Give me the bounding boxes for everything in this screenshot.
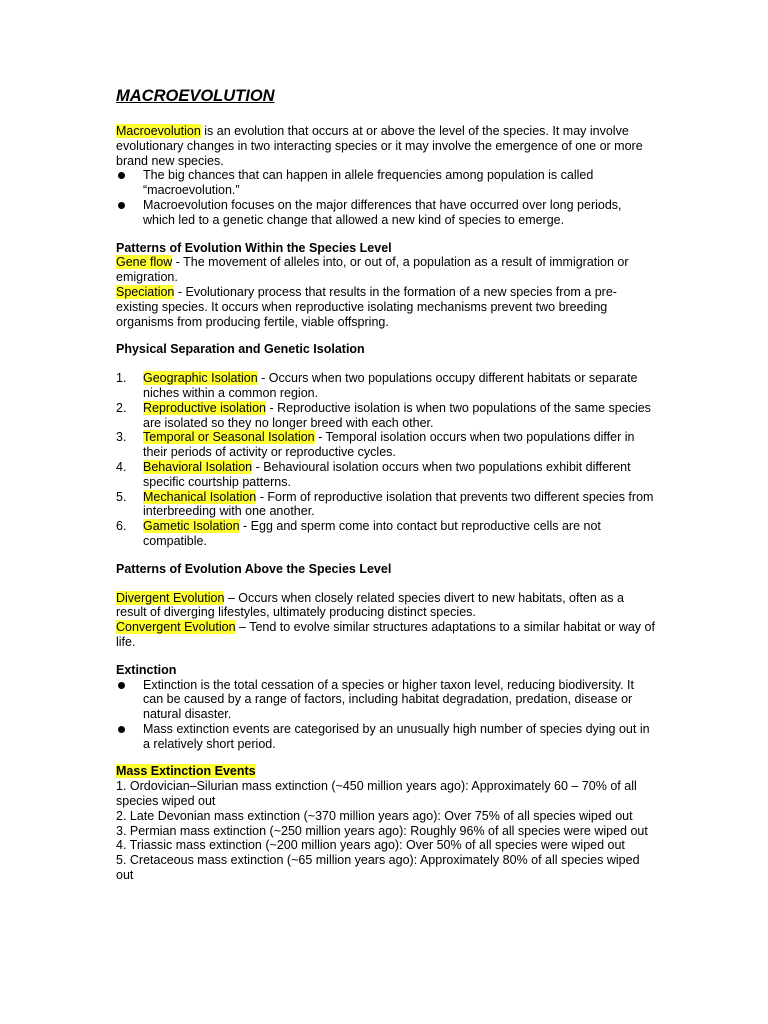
list-number: 4. [116,459,127,474]
bullet-text: Extinction is the total cessation of a species or higher taxon level, reducing biodiversity. It can be caused by a range of factors, including habitat degradation, predation, disease or natural disaster. [143,677,634,722]
bullet-icon [118,202,125,209]
definition-speciation [116,285,656,329]
item-text: - Occurs when two populations occupy different habitats or separate niches within a common region. [143,371,638,400]
highlighted-term: Speciation [116,284,175,299]
section-heading-above-species: Patterns of Evolution Above the Species Level [116,561,392,576]
list-item [116,490,656,520]
mass-extinction-item: 4. Triassic mass extinction (~200 million years ago): Over 50% of all species were wiped out [116,838,625,853]
definition-gene-flow [116,255,656,285]
list-number: 1. [116,371,127,386]
highlighted-term: Reproductive isolation [143,400,266,415]
item-text: - Form of reproductive isolation that prevents two different species from interbreeding with one another. [143,489,654,519]
intro-text: is an evolution that occurs at or above the level of the species. It may involve evolutionary changes in two interacting species or it may involve the emergence of one or more brand new species. [116,124,643,168]
section-heading-isolation: Physical Separation and Genetic Isolation [116,342,365,357]
definition-convergent [116,620,656,650]
highlighted-term: Mechanical Isolation [143,489,257,504]
extinction-bullet-list [116,678,656,752]
isolation-list [116,371,656,549]
highlighted-heading: Mass Extinction Events [116,764,256,779]
bullet-icon [118,726,125,733]
highlighted-term: Behavioral Isolation [143,459,253,474]
list-item [116,519,656,549]
section-heading-extinction: Extinction [116,662,177,677]
highlighted-term: Gametic Isolation [143,519,240,534]
bullet-icon [118,682,125,689]
page-title: MACROEVOLUTION [116,87,275,105]
bullet-text: Macroevolution focuses on the major differences that have occurred over long periods, which led to a genetic change that allowed a new kind of species to emerge. [143,197,622,227]
list-item [116,460,656,490]
mass-extinction-item: 3. Permian mass extinction (~250 million years ago): Roughly 96% of all species were wiped out [116,823,648,838]
item-text: - Temporal isolation occurs when two populations differ in their periods of activity or reproductive cycles. [143,430,635,460]
item-text: - Egg and sperm come into contact but reproductive cells are not compatible. [143,519,601,548]
intro-paragraph [116,124,656,168]
bullet-text: The big chances that can happen in allele frequencies among population is called “macroevolution.” [143,168,594,198]
bullet-text: Mass extinction events are categorised by an unusually high number of species dying out in a relatively short period. [143,721,650,751]
list-item [116,168,656,198]
definition-text: – Occurs when closely related species divert to new habitats, often as a result of diverging lifestyles, ultimately producing distinct species. [116,590,624,620]
definition-text: - The movement of alleles into, or out of, a population as a result of immigration or emigration. [116,255,629,285]
bullet-icon [118,172,125,179]
list-item [116,430,656,460]
item-text: - Behavioural isolation occurs when two populations exhibit different specific courtship patterns. [143,459,631,489]
highlighted-term: Convergent Evolution [116,620,236,635]
section-heading-within-species: Patterns of Evolution Within the Species Level [116,240,392,255]
definition-text: – Tend to evolve similar structures adaptations to a similar habitat or way of life. [116,620,655,649]
section-heading-mass-extinction [116,764,656,779]
mass-extinction-item: 2. Late Devonian mass extinction (~370 million years ago): Over 75% of all species wiped out [116,808,633,823]
mass-extinction-item: 5. Cretaceous mass extinction (~65 million years ago): Approximately 80% of all species wiped out [116,853,640,883]
highlighted-term: Macroevolution [116,124,201,138]
list-item [116,722,656,752]
list-number: 6. [116,519,127,534]
list-item [116,371,656,401]
list-item [116,198,656,228]
highlighted-term: Geographic Isolation [143,371,258,386]
list-item [116,678,656,722]
highlighted-term: Temporal or Seasonal Isolation [143,430,315,445]
list-number: 2. [116,400,127,415]
definition-text: - Evolutionary process that results in the formation of a new species from a pre-existing species. It occurs when reproductive isolating mechanisms prevent two breeding organisms from producing fertile, viable offspring. [116,284,617,329]
highlighted-term: Gene flow [116,255,173,270]
document-content [116,86,656,883]
mass-extinction-item: 1. Ordovician–Silurian mass extinction (~450 million years ago): Approximately 60 – 70% of all species wiped out [116,779,637,809]
definition-divergent [116,591,656,621]
list-number: 3. [116,430,127,445]
list-item [116,401,656,431]
list-number: 5. [116,489,127,504]
item-text: - Reproductive isolation is when two populations of the same species are isolated so they no longer breed with each other. [143,400,651,430]
highlighted-term: Divergent Evolution [116,590,225,605]
intro-bullet-list [116,168,656,227]
